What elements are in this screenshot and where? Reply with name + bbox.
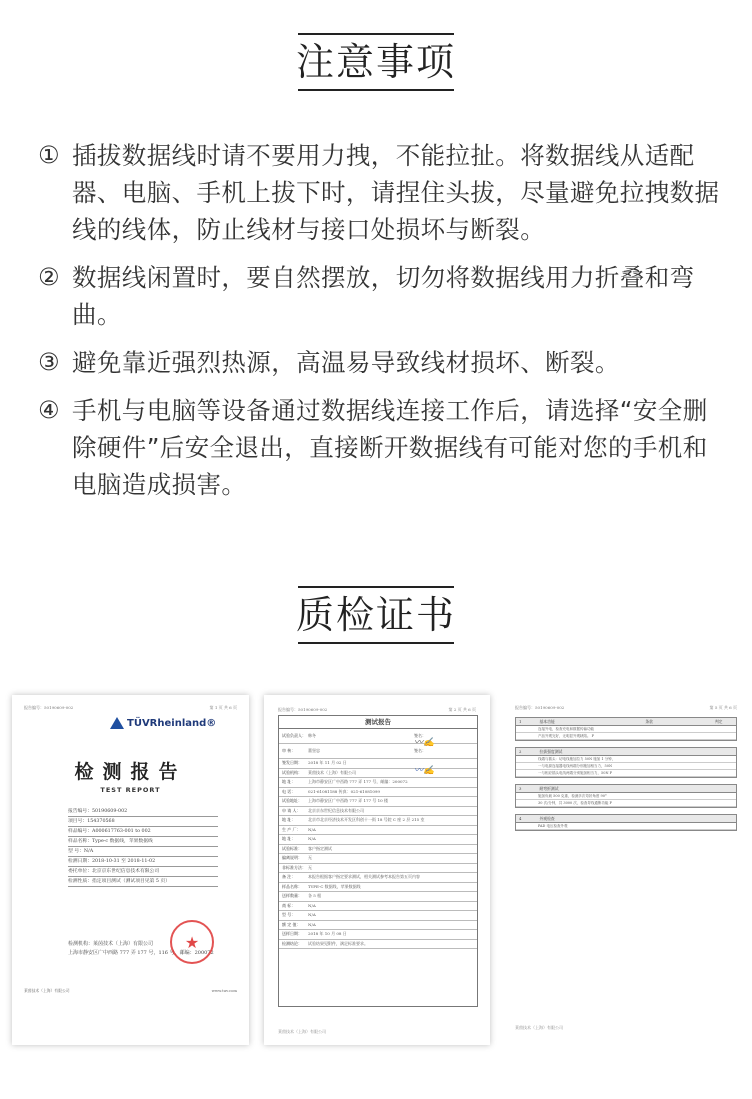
tuv-logo	[110, 717, 216, 729]
results-header-cell	[642, 815, 712, 822]
results-header-cell: 1	[519, 719, 522, 724]
report-row-value: 试验结果见附件，满足标准要求。	[308, 940, 368, 946]
report-row-value: 各 5 根	[308, 893, 322, 898]
report-row	[279, 729, 477, 744]
results-line: 施加负载 500 克重，检测多次弯折角度 90°	[516, 793, 736, 800]
cert-field: 报告编号：50190609-002	[68, 807, 218, 817]
signature-2: 〰✍	[414, 766, 435, 776]
notice-item	[38, 344, 728, 381]
report-row-value: TYPE-C 数据线，苹果数据线	[308, 883, 361, 889]
notice-item	[38, 392, 728, 503]
report-row-key: 试验地址：	[282, 798, 302, 803]
notice-section-title	[0, 33, 752, 91]
title-bottom-rule	[298, 89, 454, 91]
report-row-key: 非标准方法：	[282, 864, 306, 870]
report-row-key: 地 址：	[282, 817, 296, 822]
report-row-value: N/A	[308, 826, 316, 832]
report-row	[279, 807, 477, 817]
seal-star-icon: ★	[184, 933, 200, 952]
certificate-cover	[12, 695, 249, 1045]
results-header-cell	[642, 785, 712, 792]
report-row-value: 莱茵技术（上海）有限公司	[308, 769, 356, 775]
results-block	[515, 717, 737, 741]
report-row	[279, 892, 477, 902]
results-header-cell: 4	[519, 816, 522, 821]
report-row-value: 021-61081188 传真：021-61081099	[308, 788, 380, 794]
results-block-header	[516, 785, 736, 793]
cert-field: 型 号：N/A	[68, 847, 218, 857]
cert-footer: 莱茵技术（上海）有限公司	[515, 1025, 563, 1030]
certificate-test-report	[264, 695, 490, 1045]
report-row-value: N/A	[308, 912, 316, 917]
results-header-cell	[642, 748, 712, 755]
cert-header-left: 报告编号：50190609-002	[278, 707, 328, 712]
results-line: 一与电源连接器电线两端分别施加相当力，50N	[516, 763, 736, 770]
certificate-results-page	[503, 695, 749, 1045]
report-row	[279, 902, 477, 912]
report-row-value: 北京市北京经济技术开发区科创十一街 18 号院 C 座 2 层 215 室	[308, 817, 425, 822]
report-row	[279, 797, 477, 807]
results-header-cell	[712, 815, 736, 822]
cert-issuer-name: 检测机构：莱茵技术（上海）有限公司	[68, 941, 154, 947]
notice-item	[38, 259, 728, 333]
report-row	[279, 883, 477, 893]
cert-header-right: 第 1 页 共 6 页	[209, 705, 237, 710]
report-row-key: 试验负责人：	[282, 733, 306, 738]
report-row	[279, 816, 477, 826]
notice-item	[38, 137, 728, 248]
report-row-key: 地 址：	[282, 779, 296, 784]
results-block	[515, 814, 737, 831]
report-row-value: 北京京东世纪信息技术有限公司	[308, 807, 364, 813]
results-block	[515, 784, 737, 808]
report-row	[279, 854, 477, 864]
results-line: 线端与插头：切电线施加拉力 50N 施加 1 分钟，	[516, 756, 736, 763]
notice-item-number: ①	[38, 141, 60, 169]
results-table	[515, 717, 737, 837]
report-table	[278, 715, 478, 1007]
results-block-header	[516, 718, 736, 726]
report-row	[279, 911, 477, 921]
report-row-value: 无	[308, 864, 312, 870]
report-row-key: 地 址：	[282, 836, 296, 841]
report-row-key: 送样日期：	[282, 931, 302, 936]
notice-item-text: 数据线闲置时，要自然摆放，切勿将数据线用力折叠和弯曲。	[72, 263, 695, 329]
report-row-key: 试验机构：	[282, 769, 302, 775]
report-row-key: 申 请 人：	[282, 807, 301, 813]
notice-title-text: 注意事项	[295, 40, 456, 84]
report-row	[279, 826, 477, 836]
cert-field: 样品编号：A000617763-001 to 002	[68, 827, 218, 837]
results-header-cell: 2	[519, 749, 522, 754]
notice-item-number: ③	[38, 348, 60, 376]
cert-subtitle: TEST REPORT	[100, 786, 161, 794]
report-row-value: 2018 年 11 月 02 日	[308, 760, 347, 765]
report-row-key: 备 注：	[282, 874, 296, 879]
tuv-triangle-icon	[110, 717, 124, 729]
report-row-key: 签发日期：	[282, 760, 302, 765]
report-row	[279, 835, 477, 845]
report-row-value: 韩冬	[308, 733, 316, 738]
cert-footer	[24, 988, 237, 993]
report-row	[279, 845, 477, 855]
cert-field: 项目号：154370568	[68, 817, 218, 827]
tuv-brand-text: TÜVRheinland®	[127, 717, 217, 729]
results-header-cell: 耐弯折测试	[539, 786, 559, 791]
notice-item-number: ④	[38, 396, 60, 424]
results-header-cell	[712, 748, 736, 755]
cert-header	[24, 705, 237, 711]
report-table-title: 测试报告	[279, 716, 477, 729]
results-header-cell: 外观检查	[539, 816, 555, 821]
qc-title-text: 质检证书	[295, 593, 456, 637]
report-row-value: 本报告根据客户指定要求测试，相关测试参考本报告第五页内容	[308, 874, 420, 879]
cert-header-left: 报告编号：50190609-002	[515, 705, 565, 710]
results-header-cell: 判定	[714, 719, 723, 724]
report-row	[279, 769, 477, 779]
cert-fields	[68, 807, 218, 887]
report-row-key: 电 话：	[282, 788, 296, 794]
report-row-value: N/A	[308, 902, 316, 908]
results-line: 一与相应插头电线两端分别施加相当力，50N P	[516, 770, 736, 777]
report-row-value: 董坚忠	[308, 748, 320, 753]
cert-footer: 莱茵技术（上海）有限公司	[278, 1029, 326, 1034]
report-row-value: N/A	[308, 921, 316, 927]
cert-header-right: 第 2 页 共 6 页	[448, 707, 476, 712]
report-row	[279, 788, 477, 798]
cert-issuer-address: 上海市静安区广中西路 777 弄 177 号，116 号，邮编：200072	[68, 950, 214, 956]
report-row-key: 型 号：	[282, 912, 296, 917]
report-row-signature-label: 签名：	[414, 733, 426, 738]
cert-footer-left: 莱茵技术（上海）有限公司	[24, 988, 70, 993]
cert-header-right: 第 5 页 共 6 页	[709, 705, 737, 710]
report-row-key: 送样数量：	[282, 893, 302, 898]
signature-1: 〰✍	[414, 738, 435, 748]
report-row-value: 无	[308, 855, 312, 860]
report-row	[279, 873, 477, 883]
report-row-key: 生 产 厂：	[282, 826, 301, 832]
results-header-cell: 基本功能	[539, 719, 555, 724]
results-line: 30 次/分钟，共 3000 次，检查导线通断功能 P	[516, 800, 736, 807]
report-row-value: 上海市静安区广中西路 777 弄 177 号，邮编：200072	[308, 779, 408, 784]
report-row	[279, 930, 477, 940]
results-block-header	[516, 748, 736, 756]
cert-field: 检测性质：指定项目测试（测试项目见第 5 页）	[68, 877, 218, 887]
report-row	[279, 921, 477, 931]
notice-item-text: 避免靠近强烈热源，高温易导致线材损坏、断裂。	[72, 348, 620, 377]
qc-section-title	[0, 586, 752, 644]
report-row-signature-label: 签名：	[414, 748, 426, 753]
cert-header	[515, 705, 737, 711]
cert-header-left: 报告编号：50190609-002	[24, 705, 74, 710]
cert-footer-right: www.tuv.com	[211, 988, 237, 993]
cert-field: 样品名称：Type-c 数据线，苹果数据线	[68, 837, 218, 847]
report-row-value: 客户指定测试	[308, 845, 332, 851]
cert-field: 委托单位：北京京东世纪信息技术有限公司	[68, 867, 218, 877]
report-row	[279, 864, 477, 874]
report-row	[279, 744, 477, 759]
report-row	[279, 759, 477, 769]
report-row-key: 商 标：	[282, 902, 296, 908]
results-header-cell: 条款	[645, 719, 653, 724]
results-line: 产品外观完好，无明显外观缺陷。 P	[516, 733, 736, 740]
results-block	[515, 747, 737, 778]
results-line: 连接外电，检查充电和数据传输功能	[516, 726, 736, 733]
report-row-value: 2018 年 10 月 08 日	[308, 931, 347, 936]
red-seal-stamp	[170, 920, 214, 964]
report-row-key: 偏离说明：	[282, 855, 302, 860]
results-header-cell	[712, 785, 736, 792]
cert-field: 检测日期：2018-10-31 至 2018-11-02	[68, 857, 218, 867]
report-row-key: 审 核：	[282, 748, 296, 753]
notice-list	[38, 137, 728, 514]
results-block-header	[516, 815, 736, 823]
report-row-key: 额 定 值：	[282, 921, 301, 927]
report-rows	[279, 729, 477, 949]
results-header-cell: 拉拔强度测试	[539, 749, 563, 754]
notice-item-text: 手机与电脑等设备通过数据线连接工作后，请选择“安全删除硬件”后安全退出，直接断开数据线有可能对您的手机和电脑造成损害。	[72, 396, 708, 499]
report-row-key: 样品名称：	[282, 883, 302, 889]
cert-header	[278, 707, 476, 713]
report-row-key: 检测结论：	[282, 940, 302, 946]
report-row-value: N/A	[308, 836, 316, 841]
results-header-cell: 3	[519, 786, 522, 791]
title-bottom-rule	[298, 642, 454, 644]
results-line: PAD 电压检查外观	[516, 823, 736, 830]
cert-title: 检测报告	[74, 761, 187, 783]
notice-item-text: 插拔数据线时请不要用力拽，不能拉扯。将数据线从适配器、电脑、手机上拔下时，请捏住头拔，尽量避免拉拽数据线的线体，防止线材与接口处损坏与断裂。	[72, 141, 720, 244]
report-row-key: 试验标准：	[282, 845, 302, 851]
report-row	[279, 778, 477, 788]
notice-item-number: ②	[38, 263, 60, 291]
report-row-value: 上海市静安区广中西路 777 弄 177 号 10 楼	[308, 798, 388, 803]
report-row	[279, 940, 477, 950]
